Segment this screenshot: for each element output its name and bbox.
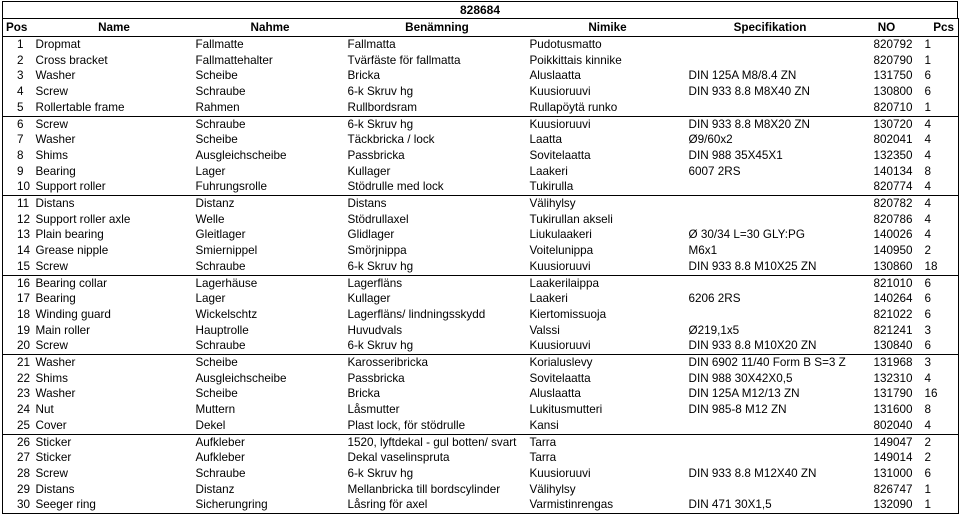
cell-nimike: Laakeri	[529, 164, 568, 178]
cell-pos: 24	[3, 402, 33, 418]
cell-nahme: Welle	[195, 212, 225, 226]
cell-specification: DIN 471 30X1,5	[686, 497, 852, 513]
table-row	[3, 68, 959, 84]
cell-benamning: Stödrullaxel	[347, 212, 409, 226]
cell-pos: 7	[3, 132, 33, 148]
cell-nahme: Ausgleichscheibe	[195, 371, 287, 385]
cell-pos: 10	[3, 179, 33, 195]
cell-nahme: Distanz	[195, 482, 235, 496]
cell-benamning: Lagerfläns	[345, 275, 527, 291]
cell-nimike: Voitelunippa	[529, 244, 594, 258]
cell-name: Bearing collar	[33, 275, 193, 291]
cell-pos: 6	[3, 116, 33, 132]
cell-nahme: Wickelschtz	[195, 307, 258, 321]
cell-pcs: 4	[919, 132, 959, 148]
cell-benamning: Låsmutter	[347, 403, 400, 417]
cell-pos: 4	[3, 84, 33, 100]
cell-nimike: Varmistinrengas	[527, 497, 686, 513]
document-number: 828684	[2, 1, 958, 18]
cell-benamning: Låsring för axel	[345, 497, 527, 513]
table-row	[3, 196, 959, 212]
cell-specification	[686, 482, 852, 498]
cell-specification: M6x1	[688, 244, 718, 258]
cell-no: 140950	[873, 244, 913, 258]
cell-nahme: Schraube	[195, 339, 246, 353]
cell-nimike: Korialuslevy	[527, 355, 686, 371]
cell-specification: DIN 988 35X45X1	[688, 148, 783, 162]
cell-no: 820710	[873, 100, 913, 114]
cell-specification: DIN 933 8.8 M10X25 ZN	[688, 259, 817, 273]
table-row	[3, 418, 959, 434]
cell-name: Sticker	[35, 451, 72, 465]
cell-no: 140134	[873, 164, 913, 178]
cell-no: 130840	[873, 339, 913, 353]
cell-specification	[686, 196, 852, 212]
cell-specification: DIN 125A M8/8.4 ZN	[688, 69, 797, 83]
cell-name: Screw	[35, 259, 68, 273]
cell-no: 131968	[852, 355, 919, 371]
cell-benamning: Plast lock, för stödrulle	[347, 418, 466, 432]
cell-specification: DIN 6902 11/40 Form B S=3 Z	[686, 355, 852, 371]
cell-pcs: 4	[919, 212, 959, 228]
cell-no: 130720	[852, 116, 919, 132]
cell-nahme: Muttern	[195, 403, 236, 417]
cell-no: 802040	[873, 418, 913, 432]
cell-name: Washer	[35, 133, 76, 147]
table-row	[3, 482, 959, 498]
cell-specification	[686, 450, 852, 466]
cell-pcs: 6	[919, 84, 959, 100]
table-row	[3, 355, 959, 371]
cell-pos: 20	[3, 338, 33, 354]
header-name: Name	[33, 19, 193, 37]
table-row	[3, 212, 959, 228]
cell-pos: 16	[3, 275, 33, 291]
cell-pos: 15	[3, 259, 33, 275]
cell-benamning: Bricka	[347, 387, 380, 401]
table-row	[3, 497, 959, 513]
cell-nahme: Schraube	[193, 116, 345, 132]
cell-name: Cover	[35, 418, 67, 432]
cell-nahme: Dekel	[195, 418, 226, 432]
cell-specification: DIN 933 8.8 M10X20 ZN	[688, 339, 817, 353]
table-row	[3, 100, 959, 116]
cell-name: Washer	[35, 69, 76, 83]
header-pos: Pos	[3, 19, 33, 37]
cell-no: 149047	[852, 434, 919, 450]
cell-name: Dropmat	[33, 37, 193, 53]
cell-benamning: Distans	[345, 196, 527, 212]
cell-nimike: Pudotusmatto	[527, 37, 686, 53]
cell-benamning: Kullager	[347, 164, 391, 178]
table-row	[3, 227, 959, 243]
cell-benamning: Stödrulle med lock	[347, 180, 444, 194]
cell-name: Screw	[35, 85, 68, 99]
cell-nimike: Kansi	[529, 418, 559, 432]
cell-specification: DIN 985-8 M12 ZN	[688, 403, 787, 417]
table-row	[3, 132, 959, 148]
cell-nahme: Gleitlager	[195, 228, 246, 242]
cell-no: 802041	[873, 133, 913, 147]
table-row	[3, 243, 959, 259]
cell-no: 140026	[873, 228, 913, 242]
cell-pos: 11	[3, 196, 33, 212]
cell-nahme: Ausgleichscheibe	[195, 148, 287, 162]
cell-no: 131000	[873, 466, 913, 480]
cell-no: 131790	[873, 387, 913, 401]
cell-benamning: 6-k Skruv hg	[347, 259, 414, 273]
cell-benamning: Glidlager	[347, 228, 395, 242]
cell-no: 820782	[852, 196, 919, 212]
cell-no: 132090	[852, 497, 919, 513]
cell-pcs: 16	[919, 386, 959, 402]
table-row	[3, 338, 959, 354]
cell-pos: 1	[3, 37, 33, 53]
cell-pos: 17	[3, 291, 33, 307]
cell-nahme: Scheibe	[195, 133, 238, 147]
cell-pos: 8	[3, 148, 33, 164]
cell-pcs: 2	[919, 243, 959, 259]
cell-benamning: 6-k Skruv hg	[345, 116, 527, 132]
cell-pos: 29	[3, 482, 33, 498]
cell-name: Support roller	[35, 180, 106, 194]
cell-nahme: Smiernippel	[195, 244, 258, 258]
cell-no: 820790	[873, 53, 913, 67]
cell-pos: 22	[3, 371, 33, 387]
cell-nimike: Välihylsy	[529, 482, 576, 496]
cell-nahme: Aufkleber	[195, 451, 245, 465]
cell-pcs: 4	[919, 179, 959, 195]
cell-pos: 21	[3, 355, 33, 371]
cell-pos: 14	[3, 243, 33, 259]
table-row	[3, 386, 959, 402]
cell-nimike: Laatta	[529, 133, 562, 147]
header-nahme: Nahme	[193, 19, 345, 37]
cell-specification: DIN 988 30X42X0,5	[688, 371, 793, 385]
table-row	[3, 53, 959, 69]
cell-specification	[686, 418, 852, 434]
cell-name: Seeger ring	[33, 497, 193, 513]
table-row	[3, 37, 959, 53]
cell-pos: 23	[3, 386, 33, 402]
cell-pcs: 1	[919, 497, 959, 513]
cell-nimike: Valssi	[529, 323, 560, 337]
cell-specification: DIN 933 8.8 M8X20 ZN	[686, 116, 852, 132]
cell-pos: 27	[3, 450, 33, 466]
cell-benamning: Fallmatta	[345, 37, 527, 53]
cell-nahme: Distanz	[193, 196, 345, 212]
cell-no: 131600	[873, 403, 913, 417]
cell-pos: 26	[3, 434, 33, 450]
cell-pos: 25	[3, 418, 33, 434]
cell-pcs: 6	[919, 307, 959, 323]
cell-pos: 3	[3, 68, 33, 84]
cell-pcs: 18	[919, 259, 959, 275]
cell-no: 826747	[873, 482, 913, 496]
cell-name: Distans	[33, 196, 193, 212]
cell-pcs: 6	[919, 466, 959, 482]
cell-name: Washer	[33, 355, 193, 371]
cell-nimike: Sovitelaatta	[529, 148, 591, 162]
cell-pcs: 4	[919, 371, 959, 387]
cell-nahme: Rahmen	[195, 100, 240, 114]
cell-no: 130800	[873, 85, 913, 99]
cell-pcs: 4	[919, 418, 959, 434]
cell-nimike: Tukirulla	[529, 180, 574, 194]
cell-nimike: Kuusioruuvi	[527, 116, 686, 132]
cell-name: Cross bracket	[35, 53, 108, 67]
cell-benamning: 6-k Skruv hg	[347, 85, 414, 99]
cell-no: 820774	[873, 180, 913, 194]
table-row	[3, 466, 959, 482]
cell-nahme: Fuhrungsrolle	[195, 180, 267, 194]
cell-specification: DIN 933 8.8 M12X40 ZN	[688, 466, 817, 480]
cell-nahme: Lagerhäuse	[193, 275, 345, 291]
header-benamning: Benämning	[345, 19, 527, 37]
cell-pcs: 1	[919, 100, 959, 116]
cell-nahme: Schraube	[195, 85, 246, 99]
table-row	[3, 116, 959, 132]
cell-no: 820786	[873, 212, 913, 226]
cell-specification	[686, 179, 852, 195]
cell-no: 820792	[852, 37, 919, 53]
cell-pcs: 4	[919, 227, 959, 243]
header-specification: Specifikation	[686, 19, 852, 37]
cell-nimike: Tarra	[529, 451, 557, 465]
header-row	[3, 19, 959, 37]
cell-pos: 30	[3, 497, 33, 513]
cell-nimike: Kiertomissuoja	[529, 307, 607, 321]
header-no: NO	[852, 19, 919, 37]
cell-specification	[686, 37, 852, 53]
cell-name: Screw	[35, 339, 68, 353]
cell-pos: 9	[3, 164, 33, 180]
cell-nahme: Schraube	[195, 466, 246, 480]
cell-nahme: Scheibe	[195, 387, 238, 401]
table-row	[3, 164, 959, 180]
cell-specification: Ø219,1x5	[688, 323, 740, 337]
table-row	[3, 84, 959, 100]
cell-specification	[686, 275, 852, 291]
cell-no: 132350	[873, 148, 913, 162]
cell-specification	[686, 212, 852, 228]
table-row	[3, 371, 959, 387]
cell-no: 821010	[852, 275, 919, 291]
cell-nimike: Lukitusmutteri	[529, 403, 603, 417]
cell-nimike: Kuusioruuvi	[529, 339, 591, 353]
cell-specification: 6007 2RS	[688, 164, 741, 178]
cell-name: Screw	[35, 466, 68, 480]
table-row	[3, 275, 959, 291]
cell-benamning: Mellanbricka till bordscylinder	[347, 482, 501, 496]
cell-specification: Ø 30/34 L=30 GLY:PG	[688, 228, 805, 242]
cell-benamning: Passbricka	[347, 371, 405, 385]
cell-pcs: 6	[919, 275, 959, 291]
cell-pcs: 3	[919, 355, 959, 371]
cell-specification: Ø9/60x2	[688, 133, 733, 147]
cell-nahme: Scheibe	[193, 355, 345, 371]
table-row	[3, 148, 959, 164]
cell-name: Distans	[35, 482, 75, 496]
cell-pos: 12	[3, 212, 33, 228]
cell-name: Shims	[35, 371, 68, 385]
parts-list-sheet	[2, 1, 958, 514]
cell-pos: 19	[3, 323, 33, 339]
cell-benamning: Smörjnippa	[347, 244, 407, 258]
cell-no: 821241	[873, 323, 913, 337]
cell-benamning: Täckbricka / lock	[347, 133, 435, 147]
table-row	[3, 307, 959, 323]
cell-pcs: 4	[919, 196, 959, 212]
cell-benamning: Karosseribricka	[345, 355, 527, 371]
cell-name: Winding guard	[35, 307, 111, 321]
cell-nahme: Hauptrolle	[195, 323, 249, 337]
cell-pcs: 6	[919, 291, 959, 307]
cell-specification: DIN 933 8.8 M8X40 ZN	[688, 85, 810, 99]
cell-specification	[686, 53, 852, 69]
cell-nimike: Laakeri	[529, 292, 568, 306]
cell-benamning: Dekal vaselinspruta	[347, 451, 450, 465]
cell-name: Sticker	[33, 434, 193, 450]
table-row	[3, 259, 959, 275]
cell-pcs: 6	[919, 338, 959, 354]
cell-benamning: Tvärfäste för fallmatta	[347, 53, 461, 67]
cell-specification	[686, 434, 852, 450]
cell-nimike: Sovitelaatta	[529, 371, 591, 385]
cell-no: 130860	[873, 259, 913, 273]
cell-name: Shims	[35, 148, 68, 162]
cell-name: Nut	[35, 403, 54, 417]
cell-no: 131750	[873, 69, 913, 83]
cell-nimike: Kuusioruuvi	[529, 466, 591, 480]
cell-nimike: Poikkittais kinnike	[529, 53, 622, 67]
cell-pcs: 2	[919, 434, 959, 450]
cell-benamning: Rullbordsram	[347, 100, 417, 114]
cell-pcs: 6	[919, 68, 959, 84]
cell-no: 140264	[873, 292, 913, 306]
cell-nimike: Kuusioruuvi	[529, 85, 591, 99]
cell-pos: 13	[3, 227, 33, 243]
cell-nahme: Aufkleber	[193, 434, 345, 450]
table-row	[3, 179, 959, 195]
cell-pcs: 1	[919, 53, 959, 69]
table-row	[3, 434, 959, 450]
table-row	[3, 402, 959, 418]
cell-pcs: 1	[919, 482, 959, 498]
cell-nimike: Aluslaatta	[529, 387, 581, 401]
cell-nahme: Scheibe	[195, 69, 238, 83]
cell-nimike: Liukulaakeri	[529, 228, 592, 242]
parts-table	[2, 18, 959, 514]
cell-nimike: Aluslaatta	[529, 69, 581, 83]
cell-name: Main roller	[35, 323, 91, 337]
table-row	[3, 323, 959, 339]
cell-benamning: 6-k Skruv hg	[347, 466, 414, 480]
cell-nimike: Kuusioruuvi	[529, 259, 591, 273]
cell-nahme: Lager	[195, 292, 226, 306]
cell-benamning: Kullager	[347, 292, 391, 306]
cell-specification	[686, 100, 852, 116]
cell-benamning: Passbricka	[347, 148, 405, 162]
cell-nimike: Laakerilaippa	[527, 275, 686, 291]
cell-specification	[686, 307, 852, 323]
header-nimike: Nimike	[527, 19, 686, 37]
cell-name: Support roller axle	[35, 212, 131, 226]
cell-benamning: Lagerfläns/ lindningsskydd	[347, 307, 486, 321]
cell-specification: DIN 125A M12/13 ZN	[688, 387, 800, 401]
cell-name: Grease nipple	[35, 244, 109, 258]
cell-pos: 18	[3, 307, 33, 323]
cell-nimike: Välihylsy	[527, 196, 686, 212]
cell-pos: 2	[3, 53, 33, 69]
cell-name: Screw	[33, 116, 193, 132]
cell-pcs: 4	[919, 148, 959, 164]
cell-nimike: Rullapöytä runko	[529, 100, 618, 114]
cell-pcs: 8	[919, 402, 959, 418]
cell-no: 132310	[873, 371, 913, 385]
cell-benamning: Bricka	[347, 69, 380, 83]
cell-name: Bearing	[35, 164, 76, 178]
cell-benamning: 6-k Skruv hg	[347, 339, 414, 353]
cell-nahme: Fallmattehalter	[195, 53, 273, 67]
cell-pcs: 4	[919, 116, 959, 132]
cell-pcs: 1	[919, 37, 959, 53]
parts-table-body	[3, 37, 959, 514]
cell-no: 821022	[873, 307, 913, 321]
header-pcs: Pcs	[919, 19, 959, 37]
cell-nahme: Sicherungring	[193, 497, 345, 513]
cell-no: 149014	[873, 451, 913, 465]
table-row	[3, 450, 959, 466]
cell-pcs: 2	[919, 450, 959, 466]
table-row	[3, 291, 959, 307]
cell-nahme: Lager	[195, 164, 226, 178]
cell-name: Plain bearing	[35, 228, 104, 242]
cell-nimike: Tukirullan akseli	[529, 212, 613, 226]
cell-nahme: Fallmatte	[193, 37, 345, 53]
cell-pcs: 8	[919, 164, 959, 180]
cell-specification: 6206 2RS	[688, 292, 741, 306]
cell-benamning: Huvudvals	[347, 323, 403, 337]
cell-pos: 5	[3, 100, 33, 116]
cell-name: Bearing	[35, 292, 76, 306]
cell-name: Washer	[35, 387, 76, 401]
cell-benamning: 1520, lyftdekal - gul botten/ svart	[345, 434, 527, 450]
cell-pcs: 3	[919, 323, 959, 339]
cell-nimike: Tarra	[527, 434, 686, 450]
cell-nahme: Schraube	[195, 259, 246, 273]
cell-name: Rollertable frame	[35, 100, 125, 114]
cell-pos: 28	[3, 466, 33, 482]
